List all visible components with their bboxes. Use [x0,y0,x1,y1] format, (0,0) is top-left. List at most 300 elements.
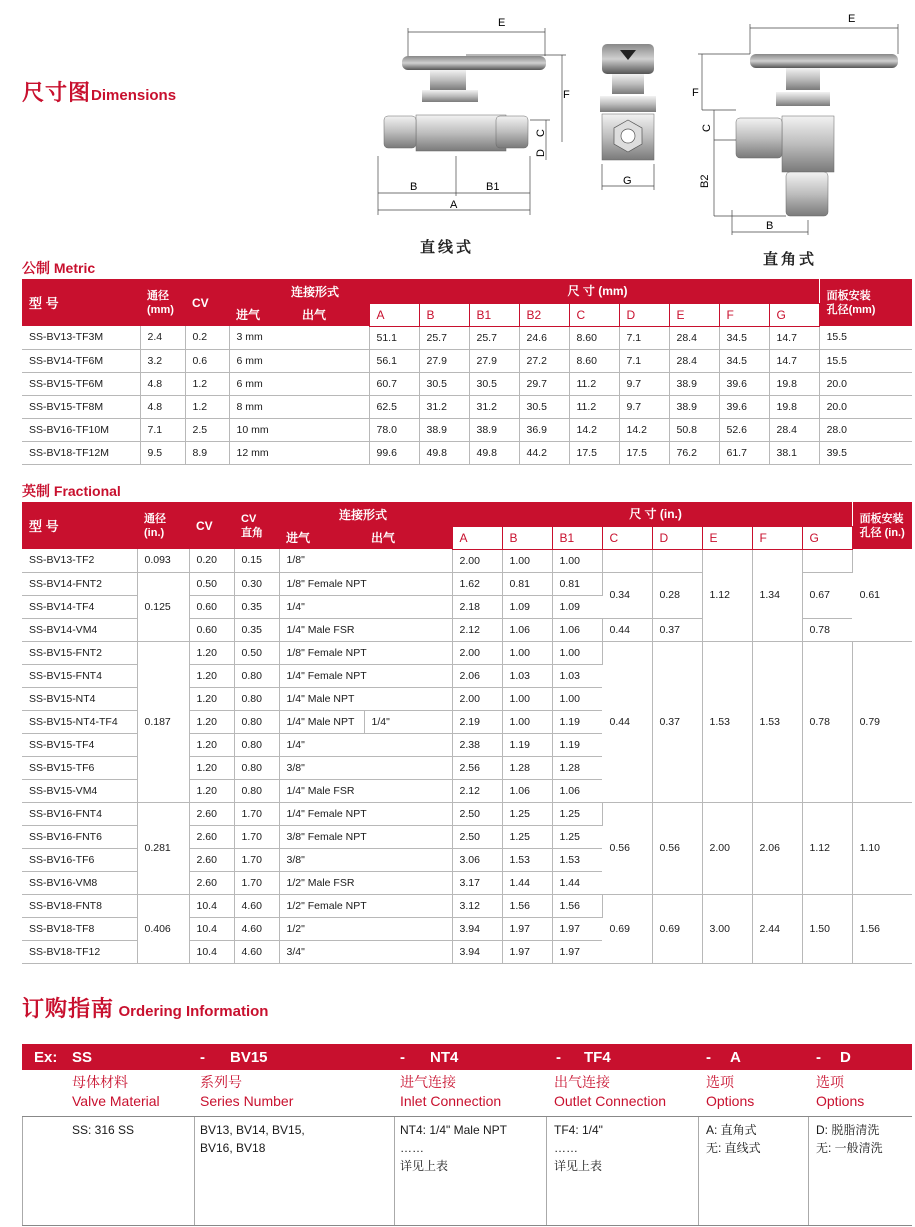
metric-cell: 27.9 [419,349,469,372]
frac-a: 3.94 [452,940,502,963]
metric-cell: 27.2 [519,349,569,372]
ordering-example-part: NT4 [430,1049,459,1066]
frac-conn: 1/4" Male FSR [279,618,452,641]
frac-conn: 3/8" [279,848,452,871]
frac-model: SS-BV15-FNT4 [22,664,137,687]
frac-b1: 1.53 [552,848,602,871]
metric-h-dim-d: D [619,303,669,326]
frac-c: 0.56 [602,802,652,894]
frac-g: 0.67 [802,572,852,618]
metric-cell: 7.1 [619,349,669,372]
frac-a: 2.18 [452,595,502,618]
frac-c: 0.69 [602,894,652,963]
frac-cv-angle: 0.80 [234,733,279,756]
frac-cv: 2.60 [189,871,234,894]
frac-b1: 1.97 [552,917,602,940]
metric-title: 公制 Metric [22,260,96,276]
frac-a: 3.94 [452,917,502,940]
metric-cell: 38.9 [419,418,469,441]
frac-model: SS-BV13-TF2 [22,549,137,572]
metric-cell: 3 mm [229,326,369,349]
label-D: D [535,149,547,157]
frac-b1: 1.06 [552,779,602,802]
end-view-drawing [592,40,664,200]
metric-cell: 44.2 [519,441,569,464]
metric-cell: 76.2 [669,441,719,464]
frac-b: 1.00 [502,549,552,572]
metric-cell: 38.9 [669,395,719,418]
dimensions-title-cn: 尺寸图 [22,80,92,105]
frac-conn: 1/8" Female NPT [279,641,452,664]
metric-cell: 8 mm [229,395,369,418]
metric-cell: SS-BV13-TF3M [22,326,140,349]
frac-bore: 0.281 [137,802,189,894]
metric-row [22,326,912,349]
frac-cv-angle: 4.60 [234,894,279,917]
metric-cell: 39.5 [819,441,912,464]
metric-cell: 6 mm [229,349,369,372]
ordering-body-cell: D: 脱脂清洗 无: 一般清洗 [816,1123,883,1155]
ordering-divider [394,1117,395,1225]
ordering-example-part: A [730,1049,741,1066]
frac-a: 2.12 [452,618,502,641]
frac-h-dim: 尺 寸 (in.) [452,502,852,526]
frac-a: 2.19 [452,710,502,733]
ordering-label [72,1073,160,1111]
label-E: E [498,17,506,29]
frac-h-dim-f: F [752,526,802,549]
ordering-divider [546,1117,547,1225]
metric-cell: 78.0 [369,418,419,441]
metric-cell: 19.8 [769,372,819,395]
metric-cell: 24.6 [519,326,569,349]
metric-cell: 9.7 [619,395,669,418]
ordering-body-cell: A: 直角式 无: 直线式 [706,1123,761,1155]
ordering-body-cell: TF4: 1/4" …… 详见上表 [554,1123,603,1173]
ordering-body-cell: BV13, BV14, BV15, BV16, BV18 [200,1123,305,1155]
frac-h-dim-c: C [602,526,652,549]
frac-row [22,802,912,825]
frac-h-dim-b1: B1 [552,526,602,549]
frac-b: 1.00 [502,641,552,664]
frac-h-bore: 通径 (in.) [137,502,189,549]
metric-h-dim-f: F [719,303,769,326]
metric-cell: 30.5 [419,372,469,395]
metric-h-dim-a: A [369,303,419,326]
frac-b1: 1.25 [552,802,602,825]
ordering-example-part: BV15 [230,1049,268,1066]
frac-cv: 0.50 [189,572,234,595]
metric-h-out: 出气 [302,308,327,322]
ordering-example-part: - [556,1049,561,1066]
frac-row [22,549,912,572]
metric-cell: 7.1 [140,418,185,441]
metric-row [22,349,912,372]
frac-conn: 1/8" Female NPT [279,572,452,595]
frac-b1: 1.97 [552,940,602,963]
ordering-example-part: D [840,1049,851,1066]
frac-conn: 1/4" Female NPT [279,802,452,825]
frac-cv-angle: 0.80 [234,779,279,802]
frac-a: 1.62 [452,572,502,595]
frac-cv-angle: 0.15 [234,549,279,572]
metric-h-in: 进气 [236,308,261,322]
ordering-title-en: Ordering Information [118,1003,269,1020]
metric-cell: 9.5 [140,441,185,464]
metric-cell: 20.0 [819,372,912,395]
frac-row [22,641,912,664]
metric-cell: 6 mm [229,372,369,395]
frac-conn: 3/8" Female NPT [279,825,452,848]
frac-cv-angle: 0.30 [234,572,279,595]
ordering-divider [698,1117,699,1225]
ordering-label-cn: 系列号 [200,1074,242,1090]
frac-e: 3.00 [702,894,752,963]
frac-b1: 1.00 [552,641,602,664]
metric-cell: 10 mm [229,418,369,441]
metric-cell: 28.4 [669,349,719,372]
frac-b: 1.28 [502,756,552,779]
frac-cv: 1.20 [189,756,234,779]
metric-cell: SS-BV15-TF8M [22,395,140,418]
frac-b1: 1.19 [552,710,602,733]
metric-cell: SS-BV16-TF10M [22,418,140,441]
metric-row [22,395,912,418]
frac-model: SS-BV15-VM4 [22,779,137,802]
frac-model: SS-BV16-VM8 [22,871,137,894]
ordering-example-bar [22,1044,912,1070]
dimensions-title-en: Dimensions [91,87,177,104]
caption-straight: 直线式 [420,239,475,256]
metric-cell: SS-BV15-TF6M [22,372,140,395]
frac-conn: 1/2" Male FSR [279,871,452,894]
metric-h-dim-g: G [769,303,819,326]
frac-cv: 10.4 [189,940,234,963]
metric-cell: 51.1 [369,326,419,349]
frac-e: 1.12 [702,549,752,641]
ordering-body-cell: NT4: 1/4" Male NPT …… 详见上表 [400,1123,507,1173]
frac-cv-angle: 0.50 [234,641,279,664]
frac-cv: 2.60 [189,802,234,825]
frac-cv: 1.20 [189,779,234,802]
frac-cv: 10.4 [189,917,234,940]
frac-h-cv: CV [189,502,234,549]
metric-cell: 28.0 [819,418,912,441]
frac-b1: 1.56 [552,894,602,917]
frac-model: SS-BV15-NT4 [22,687,137,710]
frac-row [22,894,912,917]
ordering-divider [808,1117,809,1225]
ordering-label-en: Series Number [200,1093,294,1109]
frac-b: 1.56 [502,894,552,917]
metric-cell: 49.8 [469,441,519,464]
metric-cell: 27.9 [469,349,519,372]
frac-model: SS-BV18-TF12 [22,940,137,963]
ordering-label-en: Outlet Connection [554,1093,667,1109]
ordering-label [816,1073,864,1111]
frac-a: 2.00 [452,549,502,572]
frac-g: 1.50 [802,894,852,963]
label-B3: B [766,220,774,232]
frac-a: 3.17 [452,871,502,894]
metric-h-model: 型 号 [22,279,140,326]
metric-cell: 4.8 [140,395,185,418]
ordering-example-part: - [706,1049,711,1066]
frac-cv: 10.4 [189,894,234,917]
metric-cell: 56.1 [369,349,419,372]
frac-cv-angle: 0.80 [234,687,279,710]
frac-model: SS-BV14-TF4 [22,595,137,618]
frac-h-dim-e: E [702,526,752,549]
metric-cell: 14.7 [769,349,819,372]
metric-cell: 30.5 [469,372,519,395]
frac-cv-angle: 1.70 [234,848,279,871]
frac-cv-angle: 1.70 [234,802,279,825]
metric-row [22,418,912,441]
frac-bore: 0.125 [137,572,189,641]
frac-conn: 1/4" [279,595,452,618]
ordering-label-en: Valve Material [72,1093,160,1109]
frac-cv-angle: 0.35 [234,595,279,618]
metric-cell: 52.6 [719,418,769,441]
frac-b: 1.44 [502,871,552,894]
frac-b1: 1.09 [552,595,602,618]
metric-cell: 1.2 [185,395,229,418]
ordering-example-part: - [200,1049,205,1066]
frac-b: 1.25 [502,825,552,848]
metric-cell: 19.8 [769,395,819,418]
frac-d: 0.69 [652,894,702,963]
frac-cv-angle: 0.80 [234,710,279,733]
frac-b: 1.06 [502,779,552,802]
metric-cell: 61.7 [719,441,769,464]
metric-cell: 0.6 [185,349,229,372]
frac-model: SS-BV16-FNT6 [22,825,137,848]
frac-b: 0.81 [502,572,552,595]
frac-h-dim-a: A [452,526,502,549]
frac-conn: 1/2" Female NPT [279,894,452,917]
dimensions-title [22,76,176,107]
frac-f: 1.53 [752,641,802,802]
metric-row [22,372,912,395]
ordering-label [706,1073,754,1111]
frac-h-dim-d: D [652,526,702,549]
label-C2: C [701,124,713,132]
ordering-title-cn: 订购指南 [22,996,115,1021]
frac-p: 1.56 [852,894,912,963]
metric-cell: 49.8 [419,441,469,464]
ordering-label-cn: 母体材料 [72,1074,128,1090]
metric-h-panel: 面板安装 孔径(mm) [819,279,912,326]
metric-cell: 62.5 [369,395,419,418]
metric-cell: 8.60 [569,349,619,372]
frac-a: 2.38 [452,733,502,756]
frac-b: 1.03 [502,664,552,687]
metric-h-conn: 连接形式 [229,279,369,303]
frac-conn-out: 1/4" [364,710,452,733]
frac-f: 2.44 [752,894,802,963]
frac-g: 0.78 [802,618,852,641]
frac-b1: 1.19 [552,733,602,756]
frac-d: 0.56 [652,802,702,894]
frac-d: 0.37 [652,618,702,641]
frac-cv: 0.60 [189,595,234,618]
frac-conn: 1/4" Male NPT [279,687,452,710]
frac-a: 3.06 [452,848,502,871]
frac-a: 2.56 [452,756,502,779]
frac-b: 1.19 [502,733,552,756]
frac-cv: 0.20 [189,549,234,572]
ordering-label [400,1073,501,1111]
frac-b1: 1.03 [552,664,602,687]
label-A: A [450,199,458,211]
metric-cell: 38.9 [469,418,519,441]
frac-a: 2.50 [452,825,502,848]
metric-cell: 30.5 [519,395,569,418]
metric-h-dim-b2: B2 [519,303,569,326]
metric-cell: 9.7 [619,372,669,395]
metric-cell: 50.8 [669,418,719,441]
frac-conn-in: 1/4" Male NPT [279,710,364,733]
frac-b1: 1.25 [552,825,602,848]
frac-model: SS-BV15-TF6 [22,756,137,779]
frac-a: 2.00 [452,687,502,710]
frac-cv: 2.60 [189,825,234,848]
metric-cell: 31.2 [419,395,469,418]
frac-b1: 1.06 [552,618,602,641]
frac-c: 0.44 [602,641,652,802]
metric-cell: 34.5 [719,326,769,349]
frac-c: 0.34 [602,572,652,618]
frac-cv-angle: 4.60 [234,940,279,963]
caption-angle: 直角式 [763,251,818,268]
frac-f: 2.06 [752,802,802,894]
frac-d: 0.37 [652,641,702,802]
frac-d [652,549,702,572]
frac-b: 1.97 [502,940,552,963]
frac-conn: 3/8" [279,756,452,779]
frac-g [802,549,852,572]
frac-p: 0.61 [852,549,912,641]
metric-cell: 12 mm [229,441,369,464]
metric-cell: 25.7 [469,326,519,349]
frac-cv-angle: 0.80 [234,756,279,779]
metric-cell: 14.2 [619,418,669,441]
frac-conn: 1/4" [279,733,452,756]
metric-cell: 20.0 [819,395,912,418]
metric-cell: 31.2 [469,395,519,418]
metric-cell: 15.5 [819,326,912,349]
ordering-label [554,1073,666,1111]
ordering-labels [22,1070,912,1117]
frac-cv: 1.20 [189,664,234,687]
metric-h-dim-c: C [569,303,619,326]
metric-cell: 2.4 [140,326,185,349]
frac-b: 1.09 [502,595,552,618]
metric-cell: 28.4 [669,326,719,349]
frac-f: 1.34 [752,549,802,641]
frac-b: 1.25 [502,802,552,825]
ordering-label-en: Options [706,1093,755,1109]
label-G: G [623,175,632,187]
label-B: B [410,181,418,193]
metric-h-bore: 通径 (mm) [140,279,185,326]
frac-b1: 1.44 [552,871,602,894]
metric-cell: 25.7 [419,326,469,349]
ordering-label-en: Options [816,1093,865,1109]
ordering-title [22,992,268,1023]
ordering-example-part: TF4 [584,1049,611,1066]
frac-conn: 1/8" [279,549,452,572]
metric-cell: 3.2 [140,349,185,372]
frac-bore: 0.093 [137,549,189,572]
ordering-label-cn: 选项 [816,1074,844,1090]
frac-e: 2.00 [702,802,752,894]
metric-cell: 8.9 [185,441,229,464]
label-C: C [535,129,547,137]
metric-h-dim-b: B [419,303,469,326]
frac-cv-angle: 0.35 [234,618,279,641]
frac-h-model: 型 号 [22,502,137,549]
frac-a: 2.06 [452,664,502,687]
metric-cell: 15.5 [819,349,912,372]
ordering-table [22,1044,912,1226]
metric-cell: 39.6 [719,372,769,395]
metric-cell: 14.2 [569,418,619,441]
metric-cell: 7.1 [619,326,669,349]
metric-cell: 38.1 [769,441,819,464]
metric-cell: 8.60 [569,326,619,349]
label-B2: B2 [699,174,711,188]
frac-model: SS-BV15-FNT2 [22,641,137,664]
frac-c: 0.44 [602,618,652,641]
metric-table [22,279,912,465]
frac-cv: 1.20 [189,733,234,756]
metric-cell: 14.7 [769,326,819,349]
frac-cv-angle: 4.60 [234,917,279,940]
metric-h-dim: 尺 寸 (mm) [369,279,819,303]
ordering-example-part: - [400,1049,405,1066]
frac-model: SS-BV16-TF6 [22,848,137,871]
straight-valve-drawing [370,10,570,220]
frac-model: SS-BV14-VM4 [22,618,137,641]
frac-model: SS-BV18-FNT8 [22,894,137,917]
frac-conn: 1/4" Female NPT [279,664,452,687]
ordering-divider [194,1117,195,1225]
frac-h-conn: 连接形式 [279,502,452,526]
ordering-example-part: - [816,1049,821,1066]
frac-h-cv-angle: CV 直角 [234,502,279,549]
metric-cell: 11.2 [569,372,619,395]
frac-e: 1.53 [702,641,752,802]
frac-g: 0.78 [802,641,852,802]
ordering-label-cn: 选项 [706,1074,734,1090]
frac-g: 1.12 [802,802,852,894]
frac-model: SS-BV18-TF8 [22,917,137,940]
metric-cell: 38.9 [669,372,719,395]
frac-conn: 1/2" [279,917,452,940]
metric-cell: 99.6 [369,441,419,464]
metric-row [22,441,912,464]
metric-cell: 4.8 [140,372,185,395]
label-F: F [563,89,570,101]
metric-cell: 60.7 [369,372,419,395]
metric-cell: 17.5 [569,441,619,464]
metric-cell: 2.5 [185,418,229,441]
metric-h-dim-e: E [669,303,719,326]
ordering-divider [22,1117,23,1225]
frac-bore: 0.406 [137,894,189,963]
